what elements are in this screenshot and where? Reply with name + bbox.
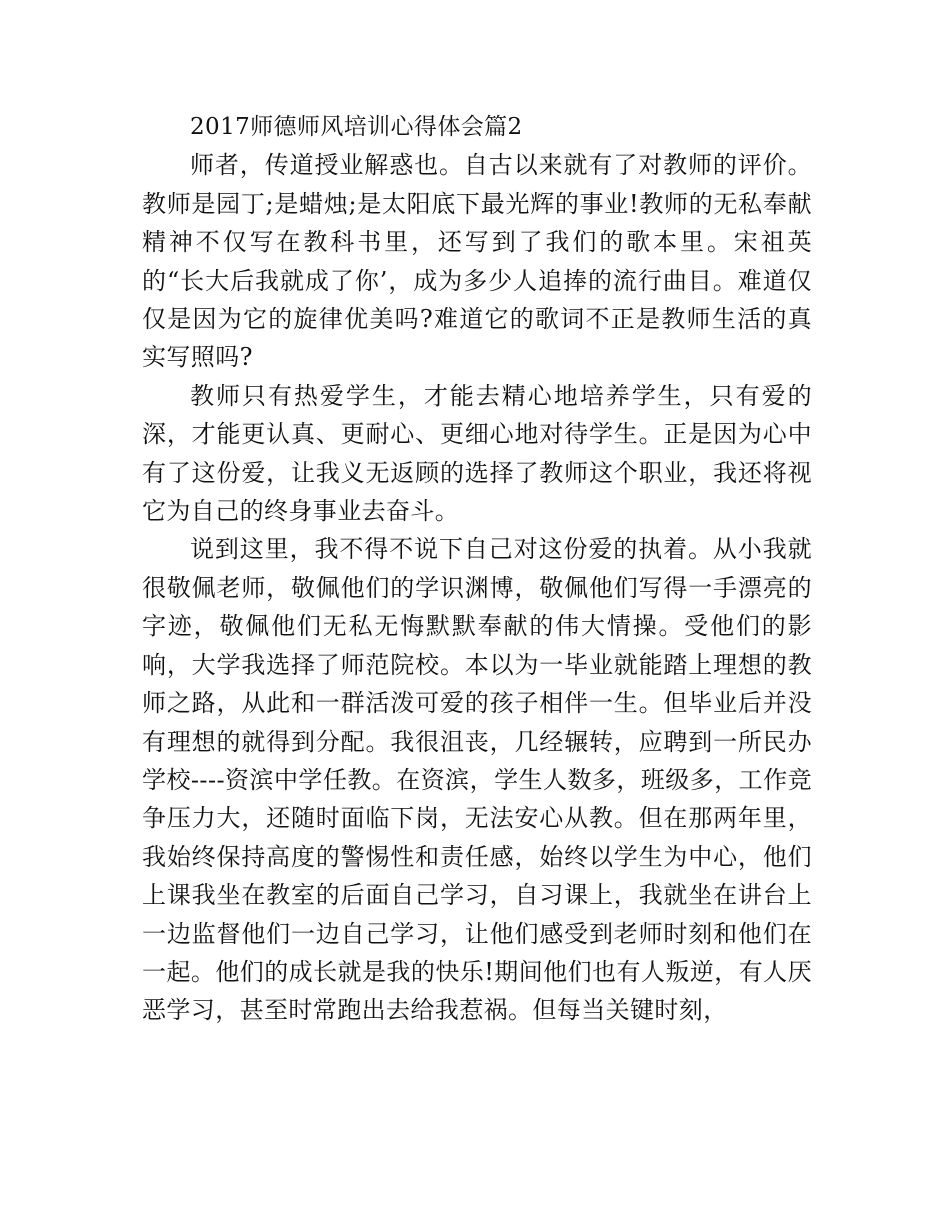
- paragraph-2: 教师只有热爱学生，才能去精心地培养学生，只有爱的深，才能更认真、更耐心、更细心地对待学生。正是因为心中有了这份爱，让我义无返顾的选择了教师这个职业，我还将视它为自己的终身事业去奋斗。: [142, 381, 812, 526]
- paragraph-3: 说到这里，我不得不说下自己对这份爱的执着。从小我就很敬佩老师，敬佩他们的学识渊博，敬佩他们写得一手漂亮的字迹，敬佩他们无私无悔默默奉献的伟大情操。受他们的影响，大学我选择了师范院校。本以为一毕业就能踏上理想的教师之路，从此和一群活泼可爱的孩子相伴一生。但毕业后并没有理想的就得到分配。我很沮丧，几经辗转，应聘到一所民办学校----资滨中学任教。在资滨，学生人数多，班级多，工作竞争压力大，还随时面临下岗，无法安心从教。但在那两年里，我始终保持高度的警惕性和责任感，始终以学生为中心，他们上课我坐在教室的后面自己学习，自习课上，我就坐在讲台上一边监督他们一边自己学习，让他们感受到老师时刻和他们在一起。他们的成长就是我的快乐!期间他们也有人叛逆，有人厌恶学习，甚至时常跑出去给我惹祸。但每当关键时刻，: [142, 535, 812, 1025]
- paragraph-1: 师者，传道授业解惑也。自古以来就有了对教师的评价。教师是园丁;是蜡烛;是太阳底下最光辉的事业!教师的无私奉献精神不仅写在教科书里，还写到了我们的歌本里。宋祖英的“长大后我就成了你’，成为多少人追捧的流行曲目。难道仅仅是因为它的旋律优美吗?难道它的歌词不正是教师生活的真实写照吗?: [142, 151, 812, 372]
- document-title: 2017师德师风培训心得体会篇2: [190, 114, 523, 140]
- document-body: [142, 108, 812, 1030]
